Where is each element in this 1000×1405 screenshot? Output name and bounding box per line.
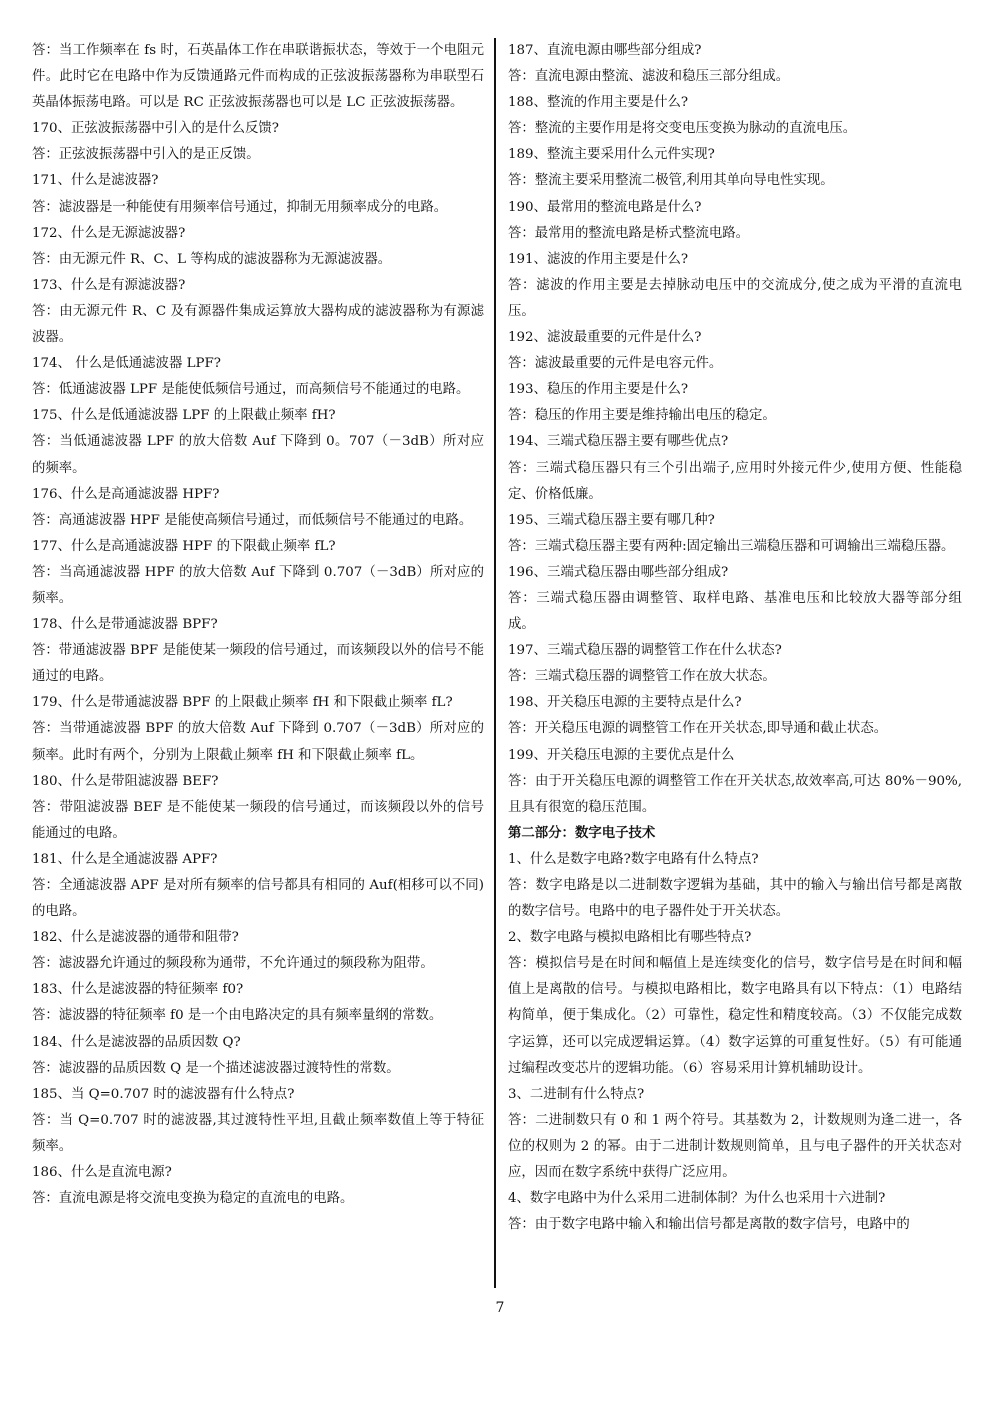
question: 175、什么是低通滤波器 LPF 的上限截止频率 fH? [32, 408, 336, 424]
column-divider [494, 38, 496, 1288]
question: 196、三端式稳压器由哪些部分组成? [508, 564, 729, 580]
question: 179、什么是带通滤波器 BPF 的上限截止频率 fH 和下限截止频率 fL? [32, 695, 453, 711]
question: 3、二进制有什么特点? [508, 1086, 645, 1102]
answer: 答：二进制数只有 0 和 1 两个符号。其基数为 2，计数规则为逢二进一，各位的权则为 2 的幂。由于二进制计数规则简单，且与电子器件的开关状态对应，因而在数字系统中获得广泛应用。 [508, 1112, 962, 1181]
answer: 答：由于数字电路中输入和输出信号都是离散的数字信号，电路中的 [508, 1217, 910, 1233]
question: 172、什么是无源滤波器? [32, 225, 186, 241]
question: 181、什么是全通滤波器 APF? [32, 851, 218, 867]
answer: 答：当带通滤波器 BPF 的放大倍数 Auf 下降到 0.707（－3dB）所对应的频率。此时有两个，分别为上限截止频率 fH 和下限截止频率 fL。 [32, 721, 484, 763]
question: 184、什么是滤波器的品质因数 Q? [32, 1034, 241, 1050]
answer: 答：当 Q=0.707 时的滤波器,其过渡特性平坦,且截止频率数值上等于特征频率。 [32, 1112, 484, 1154]
question: 192、滤波最重要的元件是什么? [508, 330, 702, 346]
answer: 答：三端式稳压器的调整管工作在放大状态。 [508, 669, 776, 685]
answer: 答：稳压的作用主要是维持输出电压的稳定。 [508, 408, 776, 424]
answer: 答：滤波器是一种能使有用频率信号通过，抑制无用频率成分的电路。 [32, 199, 448, 215]
question: 193、稳压的作用主要是什么? [508, 382, 689, 398]
question: 177、什么是高通滤波器 HPF 的下限截止频率 fL? [32, 538, 336, 554]
answer: 答：由无源元件 R、C 及有源器件集成运算放大器构成的滤波器称为有源滤波器。 [32, 303, 484, 346]
answer: 答：滤波器的品质因数 Q 是一个描述滤波器过渡特性的常数。 [32, 1060, 400, 1076]
question: 174、 什么是低通滤波器 LPF? [32, 356, 221, 372]
question: 170、正弦波振荡器中引入的是什么反馈? [32, 121, 279, 137]
answer: 答：由于开关稳压电源的调整管工作在开关状态,故效率高,可达 80%－90%,且具有很宽的稳压范围。 [508, 773, 962, 815]
answer: 答：数字电路是以二进制数字逻辑为基础，其中的输入与输出信号都是离散的数字信号。电路中的电子器件处于开关状态。 [508, 878, 962, 920]
question: 198、开关稳压电源的主要特点是什么? [508, 695, 742, 711]
answer: 答：滤波的作用主要是去掉脉动电压中的交流成分,使之成为平滑的直流电压。 [508, 277, 962, 319]
answer: 答：整流主要采用整流二极管,利用其单向导电性实现。 [508, 173, 834, 189]
question: 178、什么是带通滤波器 BPF? [32, 617, 218, 633]
answer: 答：带阻滤波器 BEF 是不能使某一频段的信号通过，而该频段以外的信号能通过的电路。 [32, 799, 484, 841]
answer: 答：滤波器允许通过的频段称为通带，不允许通过的频段称为阻带。 [32, 956, 434, 972]
answer: 答：滤波最重要的元件是电容元件。 [508, 356, 723, 372]
question: 173、什么是有源滤波器? [32, 277, 186, 293]
answer: 答：三端式稳压器只有三个引出端子,应用时外接元件少,使用方便、性能稳定、价格低廉。 [508, 460, 962, 502]
question: 176、什么是高通滤波器 HPF? [32, 486, 220, 502]
question: 171、什么是滤波器? [32, 173, 159, 189]
answer: 答：三端式稳压器由调整管、取样电路、基准电压和比较放大器等部分组成。 [508, 590, 962, 633]
question: 194、三端式稳压器主要有哪些优点? [508, 434, 729, 450]
question: 1、什么是数字电路?数字电路有什么特点? [508, 851, 759, 867]
question: 187、直流电源由哪些部分组成? [508, 43, 702, 58]
answer: 答：整流的主要作用是将交变电压变换为脉动的直流电压。 [508, 121, 857, 137]
answer: 答：滤波器的特征频率 f0 是一个由电路决定的具有频率量纲的常数。 [32, 1008, 443, 1024]
answer: 答：三端式稳压器主要有两种:固定输出三端稳压器和可调输出三端稳压器。 [508, 538, 955, 554]
answer: 答：直流电源是将交流电变换为稳定的直流电的电路。 [32, 1191, 354, 1207]
answer: 答：当低通滤波器 LPF 的放大倍数 Auf 下降到 0。707（－3dB）所对应的频率。 [32, 434, 484, 476]
question: 188、整流的作用主要是什么? [508, 95, 689, 111]
question: 2、数字电路与模拟电路相比有哪些特点? [508, 930, 752, 946]
answer: 答：全通滤波器 APF 是对所有频率的信号都具有相同的 Auf(相移可以不同)的电路。 [32, 878, 484, 920]
answer: 答：当高通滤波器 HPF 的放大倍数 Auf 下降到 0.707（－3dB）所对应的频率。 [32, 564, 484, 606]
question: 4、数字电路中为什么采用二进制体制？为什么也采用十六进制? [508, 1191, 886, 1207]
answer: 答：当工作频率在 fs 时，石英晶体工作在串联谐振状态，等效于一个电阻元件。此时它在电路中作为反馈通路元件而构成的正弦波振荡器称为串联型石英晶体振荡电路。可以是 RC 正弦波振荡器也可以是 LC 正弦波振荡器。 [32, 43, 484, 111]
question: 185、当 Q=0.707 时的滤波器有什么特点? [32, 1086, 295, 1102]
left-column [32, 38, 484, 1290]
question: 183、什么是滤波器的特征频率 f0? [32, 982, 244, 998]
answer: 答：开关稳压电源的调整管工作在开关状态,即导通和截止状态。 [508, 721, 888, 737]
answer: 答：高通滤波器 HPF 是能使高频信号通过，而低频信号不能通过的电路。 [32, 512, 473, 528]
right-column [508, 38, 962, 1290]
question: 191、滤波的作用主要是什么? [508, 251, 689, 267]
question: 186、什么是直流电源? [32, 1165, 172, 1181]
answer: 答：模拟信号是在时间和幅值上是连续变化的信号，数字信号是在时间和幅值上是离散的信号。与模拟电路相比，数字电路具有以下特点：（1）电路结构简单，便于集成化。（2）可靠性，稳定性和精度较高。（3）不仅能完成数字运算，还可以完成逻辑运算。（4）数字运算的可重复性好。（5）有可能通过编程改变芯片的逻辑功能。（6）容易采用计算机辅助设计。 [508, 956, 962, 1076]
answer: 答：低通滤波器 LPF 是能使低频信号通过，而高频信号不能通过的电路。 [32, 382, 470, 398]
answer: 答：带通滤波器 BPF 是能使某一频段的信号通过，而该频段以外的信号不能通过的电路。 [32, 643, 484, 685]
answer: 答：最常用的整流电路是桥式整流电路。 [508, 225, 750, 241]
question: 180、什么是带阻滤波器 BEF? [32, 773, 219, 789]
answer: 答：正弦波振荡器中引入的是正反馈。 [32, 147, 260, 163]
section-heading: 第二部分：数字电子技术 [508, 825, 656, 841]
question: 190、最常用的整流电路是什么? [508, 199, 702, 215]
question: 197、三端式稳压器的调整管工作在什么状态? [508, 643, 782, 659]
question: 195、三端式稳压器主要有哪几种? [508, 512, 715, 528]
page-number: 7 [495, 1300, 505, 1316]
answer: 答：由无源元件 R、C、L 等构成的滤波器称为无源滤波器。 [32, 251, 392, 267]
answer: 答：直流电源由整流、滤波和稳压三部分组成。 [508, 69, 790, 85]
question: 182、什么是滤波器的通带和阻带? [32, 930, 239, 946]
question: 189、整流主要采用什么元件实现? [508, 147, 715, 163]
question: 199、开关稳压电源的主要优点是什么 [508, 747, 735, 763]
